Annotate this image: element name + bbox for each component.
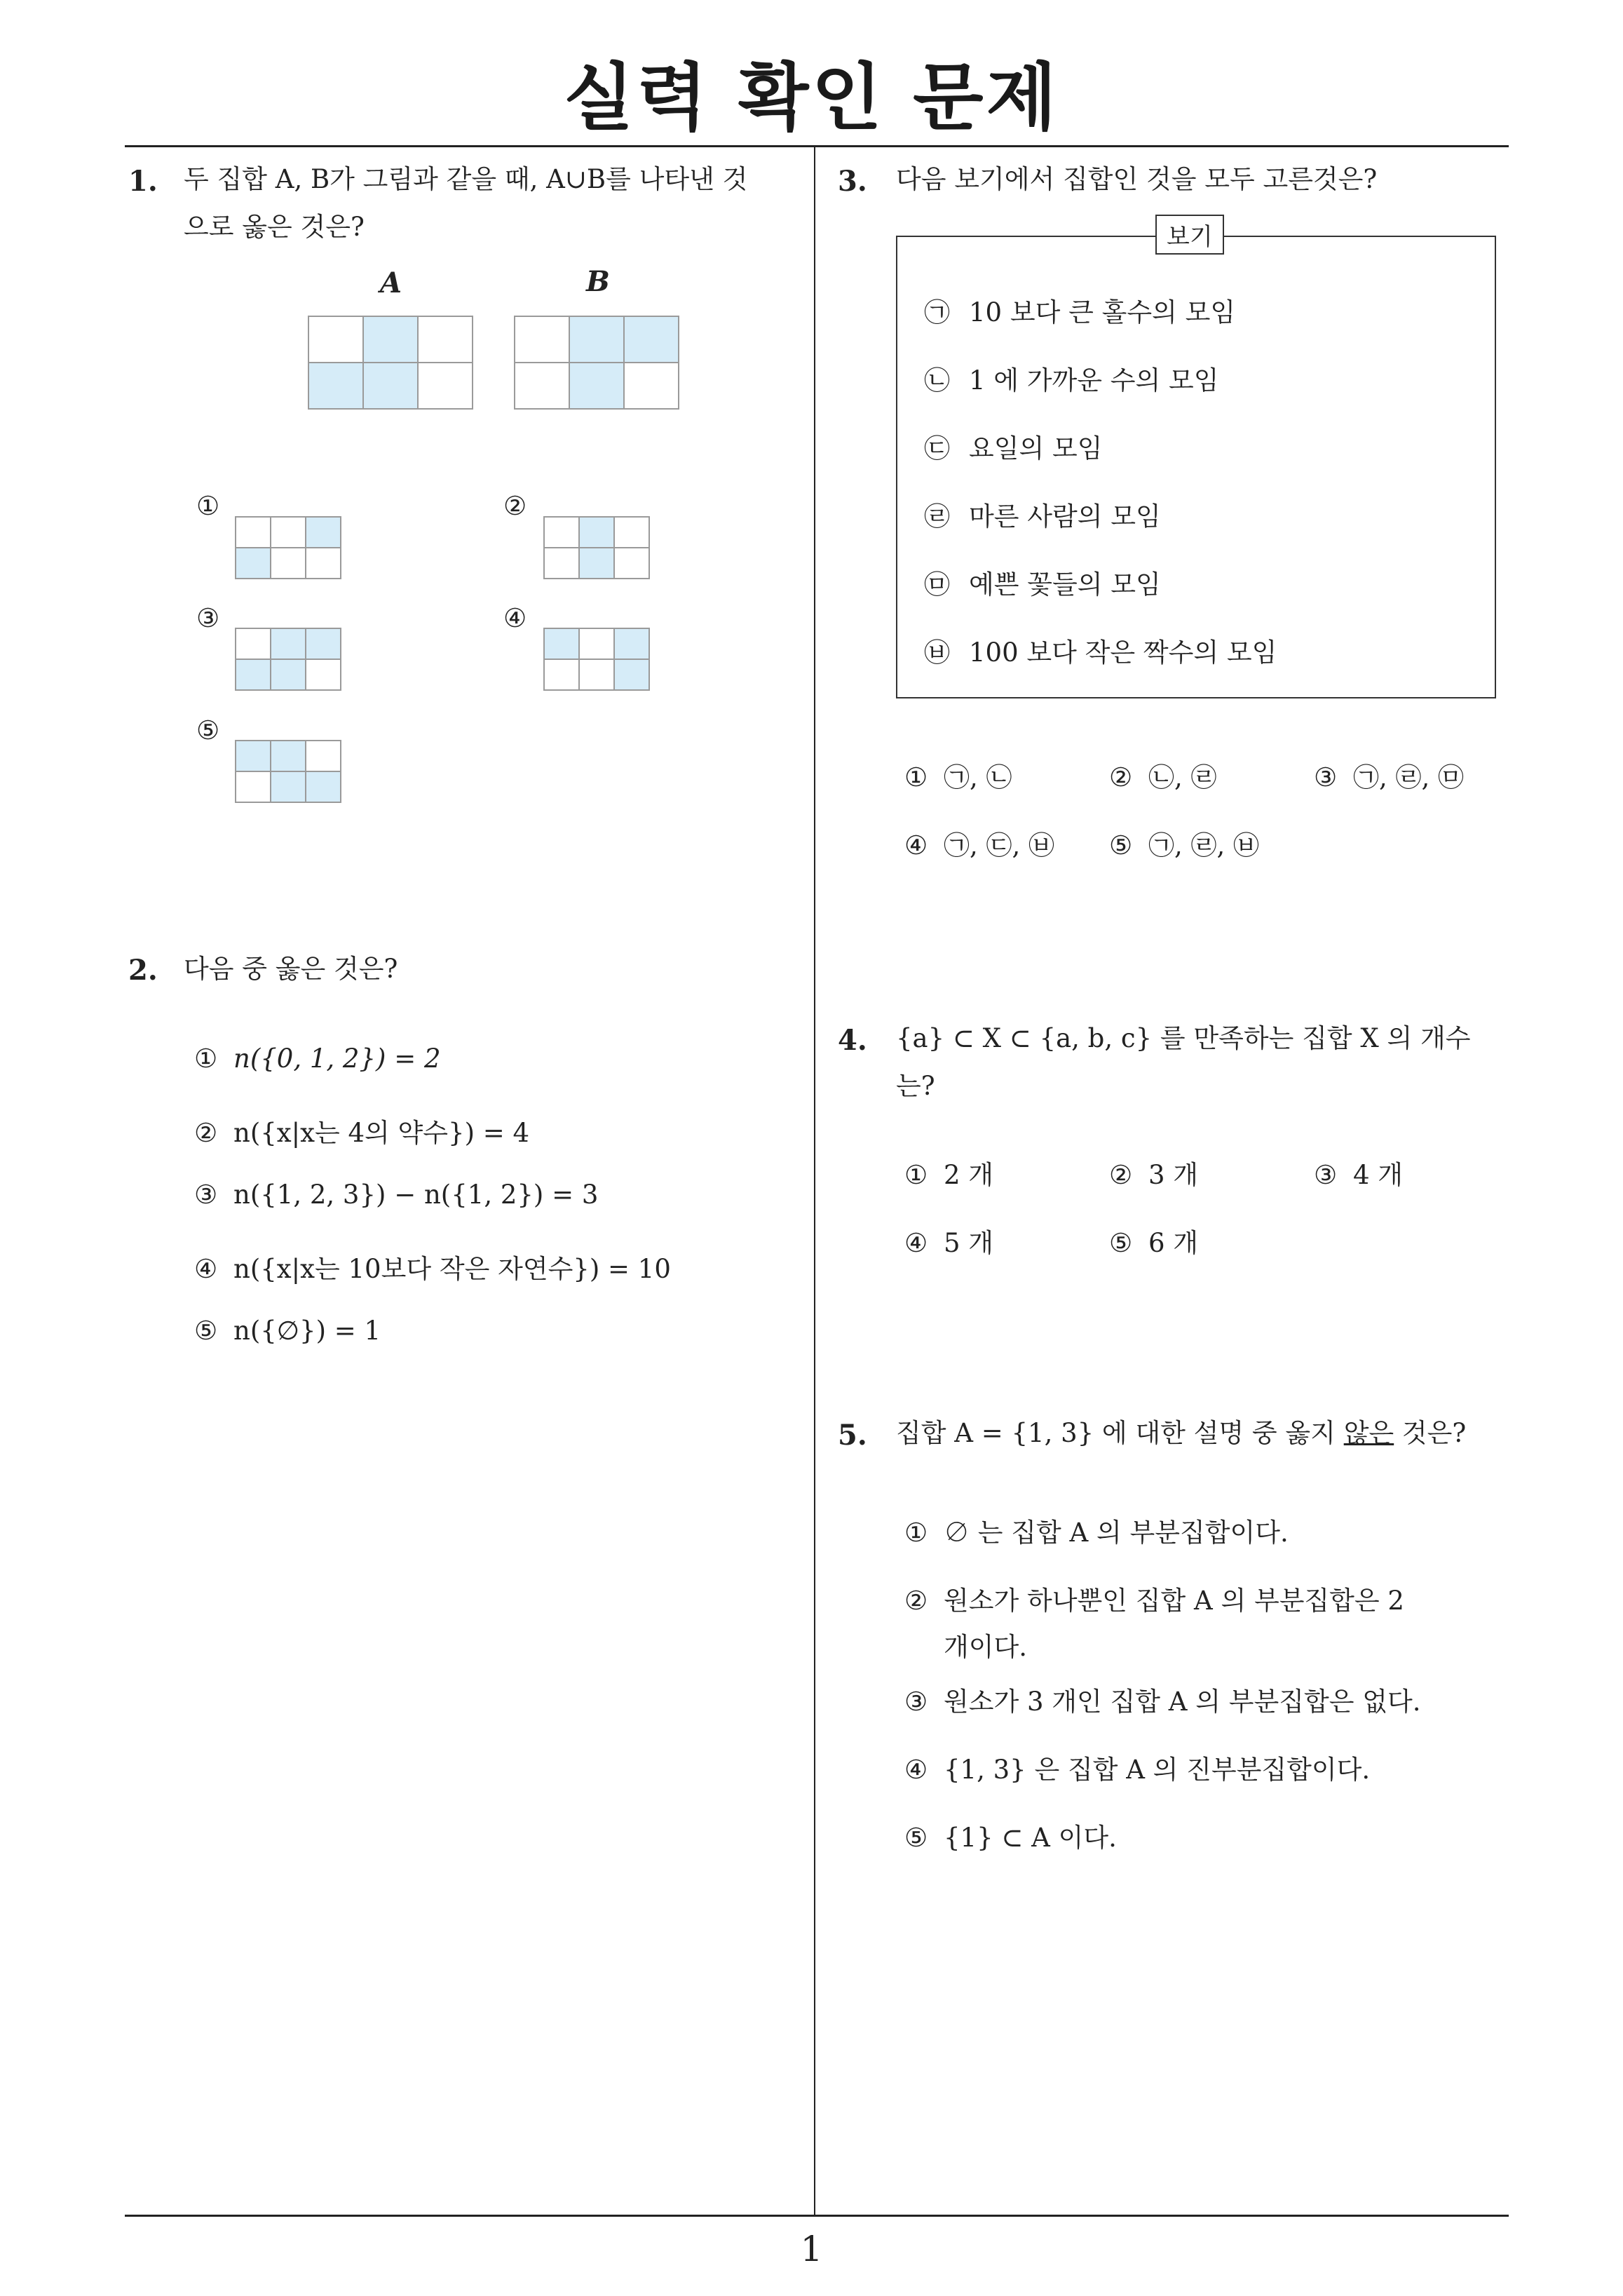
- option-mark: ④: [904, 1755, 928, 1785]
- option-2-mark[interactable]: ②: [503, 491, 527, 521]
- question-number: 4.: [838, 1024, 867, 1057]
- column-divider: [814, 146, 815, 2216]
- option-3[interactable]: [1314, 756, 1464, 794]
- page-title: 실력 확인 문제: [563, 55, 1060, 140]
- option-mark: ②: [1109, 1160, 1133, 1190]
- question-number: 1.: [128, 165, 158, 198]
- question-text-a: 집합 A = {1, 3} 에 대한 설명 중 옳지: [896, 1418, 1344, 1448]
- set-b-grid: [514, 316, 679, 410]
- option-mark: ③: [1314, 1160, 1338, 1190]
- option-mark: ④: [194, 1254, 218, 1284]
- bogi-text: 예쁜 꽃들의 모임: [969, 569, 1161, 600]
- bogi-item: [924, 563, 1161, 601]
- option-text: 원소가 하나뿐인 집합 A 의 부분집합은 2: [944, 1586, 1404, 1616]
- option-mark: ④: [904, 1228, 928, 1258]
- set-a-label: A: [380, 266, 402, 299]
- bogi-item: [924, 291, 1235, 329]
- question-text-cont: 는?: [896, 1071, 935, 1101]
- option-1-grid[interactable]: [235, 516, 341, 579]
- bogi-text: 마른 사람의 모임: [969, 501, 1161, 532]
- option-text: n({x|x는 10보다 작은 자연수}) = 10: [233, 1254, 671, 1284]
- bogi-item: [924, 359, 1219, 397]
- option-3[interactable]: [904, 1680, 1420, 1718]
- option-2[interactable]: [1109, 756, 1217, 794]
- bogi-text: 1 에 가까운 수의 모임: [969, 365, 1219, 396]
- bogi-text: 10 보다 큰 홀수의 모임: [969, 297, 1236, 327]
- option-mark: ③: [1314, 762, 1338, 792]
- option-4[interactable]: [904, 1748, 1370, 1786]
- option-text: 원소가 3 개인 집합 A 의 부분집합은 없다.: [944, 1687, 1421, 1717]
- option-mark: ②: [194, 1118, 218, 1148]
- set-a-grid: [308, 316, 473, 410]
- option-mark: ③: [904, 1687, 928, 1717]
- option-text: 4 개: [1353, 1160, 1404, 1190]
- option-2[interactable]: [194, 1112, 529, 1149]
- bogi-item: [924, 631, 1277, 669]
- question-number: 2.: [128, 954, 158, 987]
- bogi-mark: ㉡: [924, 365, 950, 396]
- option-text: ㉠, ㉣, ㉥: [1148, 830, 1260, 860]
- question-text-b: 것은?: [1394, 1418, 1467, 1448]
- option-3[interactable]: [1314, 1154, 1403, 1191]
- option-1[interactable]: [904, 1154, 993, 1191]
- option-3[interactable]: [194, 1180, 598, 1210]
- option-4[interactable]: [904, 824, 1054, 862]
- option-5-mark[interactable]: ⑤: [196, 715, 220, 745]
- top-rule: [125, 145, 1509, 147]
- bogi-item: [924, 427, 1102, 465]
- option-mark: ①: [904, 762, 928, 792]
- bogi-mark: ㉢: [924, 433, 950, 464]
- option-2[interactable]: [1109, 1154, 1198, 1191]
- option-1[interactable]: [194, 1044, 441, 1074]
- option-mark: ①: [904, 1518, 928, 1548]
- option-mark: ⑤: [904, 1823, 928, 1853]
- option-1[interactable]: [904, 756, 1012, 794]
- option-mark: ①: [194, 1044, 218, 1074]
- option-text: n({1, 2, 3}) − n({1, 2}) = 3: [233, 1180, 599, 1210]
- option-text: ㉠, ㉣, ㉤: [1353, 762, 1465, 792]
- option-mark: ①: [904, 1160, 928, 1190]
- option-5[interactable]: [1109, 824, 1259, 862]
- question-text-emphasis: 않은: [1343, 1418, 1394, 1448]
- question-text: 다음 보기에서 집합인 것을 모두 고른것은?: [896, 164, 1378, 194]
- option-mark: ③: [194, 1180, 218, 1210]
- option-4[interactable]: [194, 1248, 671, 1285]
- bogi-mark: ㉤: [924, 569, 950, 600]
- question-text: {a} ⊂ X ⊂ {a, b, c} 를 만족하는 집합 X 의 개수: [896, 1023, 1471, 1053]
- option-5[interactable]: [194, 1316, 381, 1346]
- option-text: 2 개: [944, 1160, 994, 1190]
- bogi-mark: ㉣: [924, 501, 950, 532]
- option-mark: ②: [904, 1586, 928, 1616]
- option-mark: ⑤: [1109, 1228, 1133, 1258]
- option-4[interactable]: [904, 1222, 993, 1260]
- option-text: ∅ 는 집합 A 의 부분집합이다.: [944, 1518, 1289, 1548]
- option-text: 5 개: [944, 1228, 994, 1258]
- question-number: 3.: [838, 165, 867, 198]
- option-text: {1} ⊂ A 이다.: [944, 1823, 1117, 1853]
- bogi-text: 100 보다 작은 짝수의 모임: [969, 637, 1277, 668]
- option-2-grid[interactable]: [543, 516, 650, 579]
- question-number: 5.: [838, 1419, 867, 1452]
- option-5[interactable]: [904, 1816, 1117, 1854]
- option-mark: ⑤: [1109, 830, 1133, 860]
- option-text: 3 개: [1148, 1160, 1199, 1190]
- option-5[interactable]: [1109, 1222, 1198, 1260]
- option-4-grid[interactable]: [543, 628, 650, 691]
- page-number: 1: [800, 2229, 823, 2269]
- bottom-rule: [125, 2215, 1509, 2217]
- option-2-cont: 개이다.: [944, 1632, 1027, 1662]
- bogi-text: 요일의 모임: [969, 433, 1103, 464]
- option-text: 6 개: [1148, 1228, 1199, 1258]
- option-5-grid[interactable]: [235, 740, 341, 803]
- option-text: ㉠, ㉡: [944, 762, 1012, 792]
- option-3-mark[interactable]: ③: [196, 603, 220, 633]
- bogi-title: 보기: [1155, 215, 1224, 255]
- option-1[interactable]: [904, 1511, 1289, 1549]
- question-text: [896, 1410, 1466, 1457]
- option-mark: ④: [904, 830, 928, 860]
- bogi-item: [924, 495, 1161, 533]
- question-text-cont: 으로 옳은 것은?: [184, 212, 365, 242]
- bogi-mark: ㉠: [924, 297, 950, 327]
- option-3-grid[interactable]: [235, 628, 341, 691]
- option-2[interactable]: [904, 1579, 1404, 1617]
- option-1-mark[interactable]: ①: [196, 491, 220, 521]
- option-text: n({∅}) = 1: [233, 1316, 381, 1346]
- option-mark: ②: [1109, 762, 1133, 792]
- option-text: ㉠, ㉢, ㉥: [944, 830, 1055, 860]
- question-text: 두 집합 A, B가 그림과 같을 때, A∪B를 나타낸 것: [184, 164, 748, 194]
- option-text: {1, 3} 은 집합 A 의 진부분집합이다.: [944, 1755, 1371, 1785]
- bogi-mark: ㉥: [924, 637, 950, 668]
- option-text: n({0, 1, 2}) = 2: [233, 1044, 441, 1074]
- question-text: 다음 중 옳은 것은?: [184, 954, 398, 984]
- option-4-mark[interactable]: ④: [503, 603, 527, 633]
- set-b-label: B: [586, 265, 610, 298]
- option-mark: ⑤: [194, 1316, 218, 1346]
- option-text: ㉡, ㉣: [1148, 762, 1217, 792]
- option-text: n({x|x는 4의 약수}) = 4: [233, 1118, 530, 1148]
